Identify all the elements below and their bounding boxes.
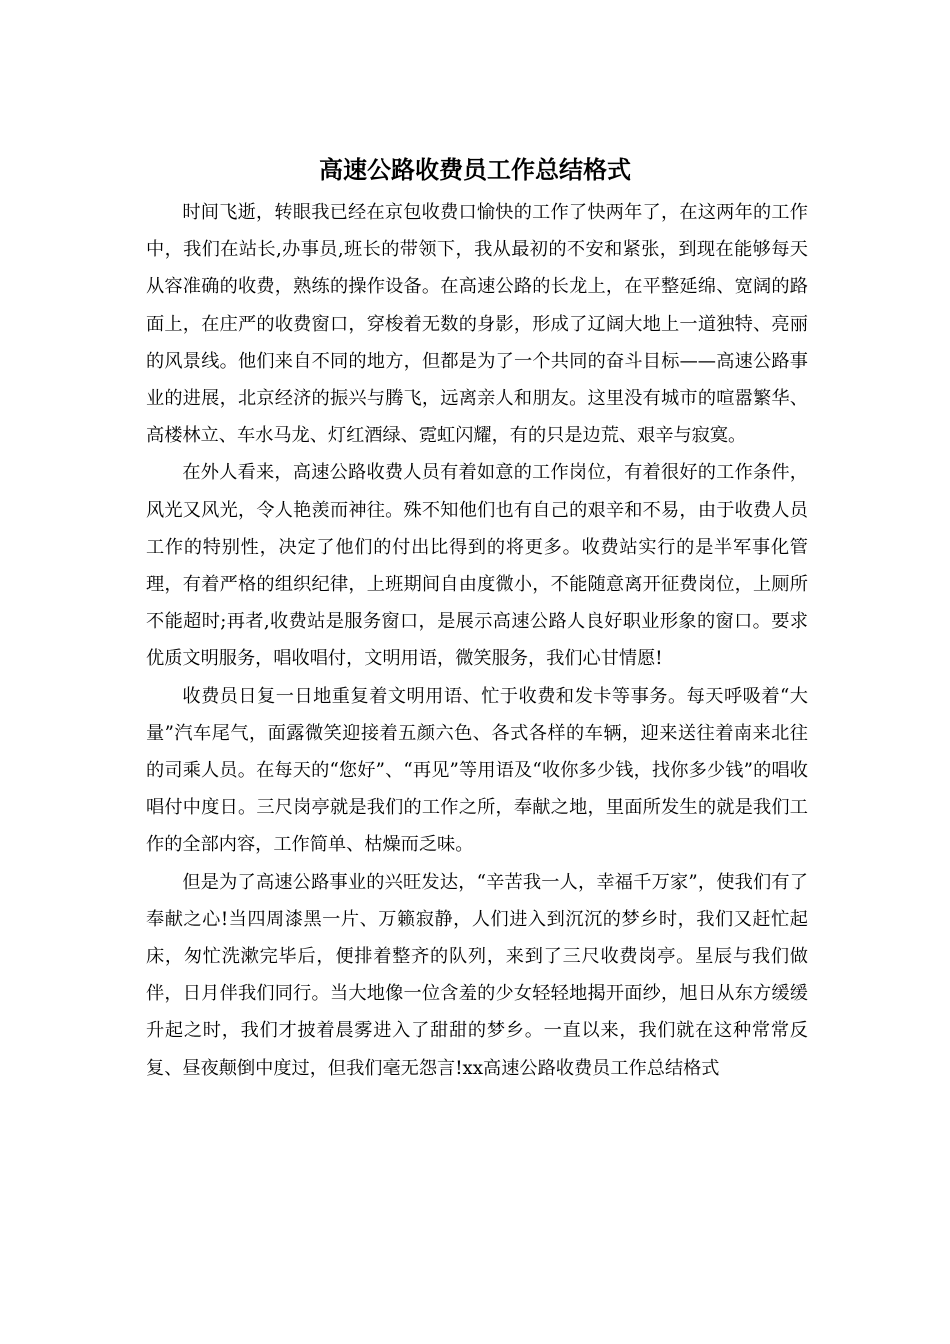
document-title: 高速公路收费员工作总结格式	[319, 155, 631, 184]
paragraph-1: 时间飞逝，转眼我已经在京包收费口愉快的工作了快两年了，在这两年的工作中，我们在站长,办事员,班长的带领下，我从最初的不安和紧张，到现在能够每天从容准确的收费，熟练的操作设备。在高速公路的长龙上，在平整延绵、宽阔的路面上，在庄严的收费窗口，穿梭着无数的身影，形成了辽阔大地上一道独特、亮丽的风景线。他们来自不同的地方，但都是为了一个共同的奋斗目标——高速公路事业的进展，北京经济的振兴与腾飞，远离亲人和朋友。这里没有城市的喧嚣繁华、高楼林立、车水马龙、灯红酒绿、霓虹闪耀，有的只是边荒、艰辛与寂寞。	[146, 202, 808, 447]
paragraph-3: 收费员日复一日地重复着文明用语、忙于收费和发卡等事务。每天呼吸着“大量”汽车尾气，面露微笑迎接着五颜六色、各式各样的车辆，迎来送往着南来北往的司乘人员。在每天的“您好”、“再见”等用语及“收你多少钱，找你多少钱”的唱收唱付中度日。三尺岗亭就是我们的工作之所，奉献之地，里面所发生的就是我们工作的全部内容，工作简单、枯燥而乏味。	[146, 685, 808, 856]
paragraph-4: 但是为了高速公路事业的兴旺发达，“辛苦我一人，幸福千万家”，使我们有了奉献之心!当四周漆黑一片、万籁寂静，人们进入到沉沉的梦乡时，我们又赶忙起床，匆忙洗漱完毕后，便排着整齐的队列，来到了三尺收费岗亭。星辰与我们做伴，日月伴我们同行。当大地像一位含羞的少女轻轻地揭开面纱，旭日从东方缓缓升起之时，我们才披着晨雾进入了甜甜的梦乡。一直以来，我们就在这种常常反复、昼夜颠倒中度过，但我们毫无怨言!xx高速公路收费员工作总结格式	[146, 871, 808, 1079]
paragraph-2: 在外人看来，高速公路收费人员有着如意的工作岗位，有着很好的工作条件，风光又风光，令人艳羡而神往。殊不知他们也有自己的艰辛和不易，由于收费人员工作的特别性，决定了他们的付出比得到的将更多。收费站实行的是半军事化管理，有着严格的组织纪律，上班期间自由度微小，不能随意离开征费岗位，上厕所不能超时;再者,收费站是服务窗口，是展示高速公路人良好职业形象的窗口。要求优质文明服务，唱收唱付，文明用语，微笑服务，我们心甘情愿!	[146, 462, 808, 670]
document-body	[146, 194, 808, 1087]
